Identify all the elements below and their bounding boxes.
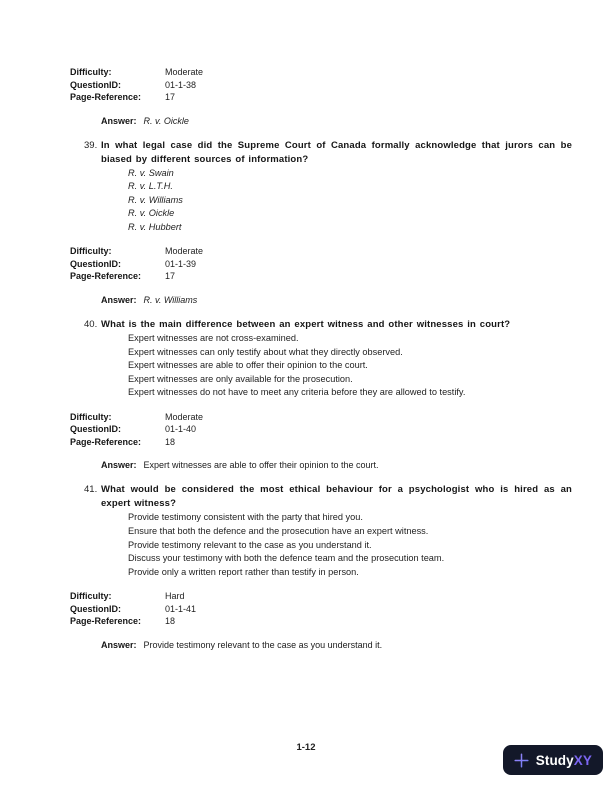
answer-label: Answer:	[101, 460, 137, 471]
answer-value: Provide testimony relevant to the case as you understand it.	[143, 639, 383, 650]
answer-row	[101, 294, 572, 307]
option: R. v. Williams	[128, 194, 183, 205]
brand-text	[536, 753, 592, 768]
question-id-label: QuestionID:	[70, 79, 121, 90]
answer-label: Answer:	[101, 115, 137, 126]
difficulty-value: Moderate	[165, 411, 204, 422]
question-number: 40.	[84, 318, 98, 330]
page-reference-row	[70, 91, 572, 104]
option: Expert witnesses are only available for the prosecution.	[128, 373, 353, 384]
question-id-row	[70, 423, 572, 436]
difficulty-label: Difficulty:	[70, 246, 112, 257]
difficulty-label: Difficulty:	[70, 67, 112, 77]
question-id-row	[70, 258, 572, 271]
page-reference-label: Page-Reference:	[70, 436, 142, 447]
option: Provide testimony consistent with the party that hired you.	[128, 512, 363, 523]
question-id-row	[70, 79, 572, 92]
question-meta-block	[70, 66, 572, 104]
question-id-label: QuestionID:	[70, 258, 121, 269]
option: Expert witnesses are not cross-examined.	[128, 332, 299, 343]
page-reference-value: 17	[165, 92, 176, 102]
answer-value: R. v. Williams	[143, 294, 198, 305]
studyxy-logo	[503, 745, 603, 775]
page-reference-label: Page-Reference:	[70, 92, 142, 102]
question-id-value: 01-1-40	[165, 424, 197, 435]
answer-row	[101, 115, 572, 128]
page-number: 1-12	[296, 742, 316, 753]
question-options	[128, 167, 572, 235]
option: Discuss your testimony with both the defence team and the prosecution team.	[128, 553, 445, 564]
difficulty-label: Difficulty:	[70, 411, 112, 422]
question-number: 41.	[84, 484, 98, 496]
difficulty-value: Hard	[165, 591, 185, 602]
question-id-row	[70, 603, 572, 616]
difficulty-label: Difficulty:	[70, 591, 112, 602]
question-id-label: QuestionID:	[70, 603, 121, 614]
option: R. v. Hubbert	[128, 221, 182, 232]
question-meta-block	[70, 245, 572, 283]
answer-row	[101, 639, 572, 652]
question-id-value: 01-1-38	[165, 79, 197, 90]
page-reference-label: Page-Reference:	[70, 616, 142, 627]
difficulty-row	[70, 66, 572, 79]
question-text: In what legal case did the Supreme Court of Canada formally acknowledge that jurors can be biased by different sources of information?	[101, 139, 572, 165]
option: R. v. Oickle	[128, 208, 175, 219]
question-id-label: QuestionID:	[70, 424, 121, 435]
question-41	[70, 483, 572, 579]
page-reference-row	[70, 270, 572, 283]
answer-row	[101, 459, 572, 472]
answer-value: Expert witnesses are able to offer their opinion to the court.	[143, 460, 379, 471]
answer-label: Answer:	[101, 639, 137, 650]
question-head	[84, 318, 572, 332]
page-reference-label: Page-Reference:	[70, 271, 142, 282]
plus-icon	[514, 753, 529, 768]
page-reference-row	[70, 615, 572, 628]
option: Expert witnesses are able to offer their opinion to the court.	[128, 360, 368, 371]
question-39	[70, 139, 572, 235]
question-number: 39.	[84, 139, 98, 151]
option: Expert witnesses do not have to meet any criteria before they are allowed to testify.	[128, 387, 466, 398]
question-text: What would be considered the most ethical behaviour for a psychologist who is hired as an expert witness?	[101, 484, 572, 510]
question-id-value: 01-1-39	[165, 258, 197, 269]
difficulty-value: Moderate	[165, 67, 204, 77]
brand-text-accent: XY	[573, 752, 592, 768]
question-options	[128, 332, 572, 400]
question-id-value: 01-1-41	[165, 603, 197, 614]
option: Ensure that both the defence and the prosecution have an expert witness.	[128, 526, 429, 537]
page-reference-value: 18	[165, 436, 176, 447]
option: Provide testimony relevant to the case as you understand it.	[128, 539, 372, 550]
question-text: What is the main difference between an expert witness and other witnesses in court?	[101, 318, 511, 330]
option: Expert witnesses can only testify about what they directly observed.	[128, 346, 403, 357]
question-head	[84, 483, 572, 511]
question-meta-block	[70, 590, 572, 628]
question-40	[70, 318, 572, 400]
question-meta-block	[70, 411, 572, 449]
question-options	[128, 511, 572, 579]
answer-label: Answer:	[101, 294, 137, 305]
option: R. v. Swain	[128, 167, 174, 178]
difficulty-row	[70, 245, 572, 258]
difficulty-row	[70, 590, 572, 603]
difficulty-value: Moderate	[165, 246, 204, 257]
difficulty-row	[70, 411, 572, 424]
page-reference-value: 18	[165, 616, 176, 627]
option: Provide only a written report rather than testify in person.	[128, 566, 359, 577]
question-head	[84, 139, 572, 167]
brand-text-primary: Study	[535, 752, 574, 768]
page-reference-row	[70, 436, 572, 449]
option: R. v. L.T.H.	[128, 181, 173, 192]
answer-value: R. v. Oickle	[143, 115, 189, 126]
page-reference-value: 17	[165, 271, 176, 282]
